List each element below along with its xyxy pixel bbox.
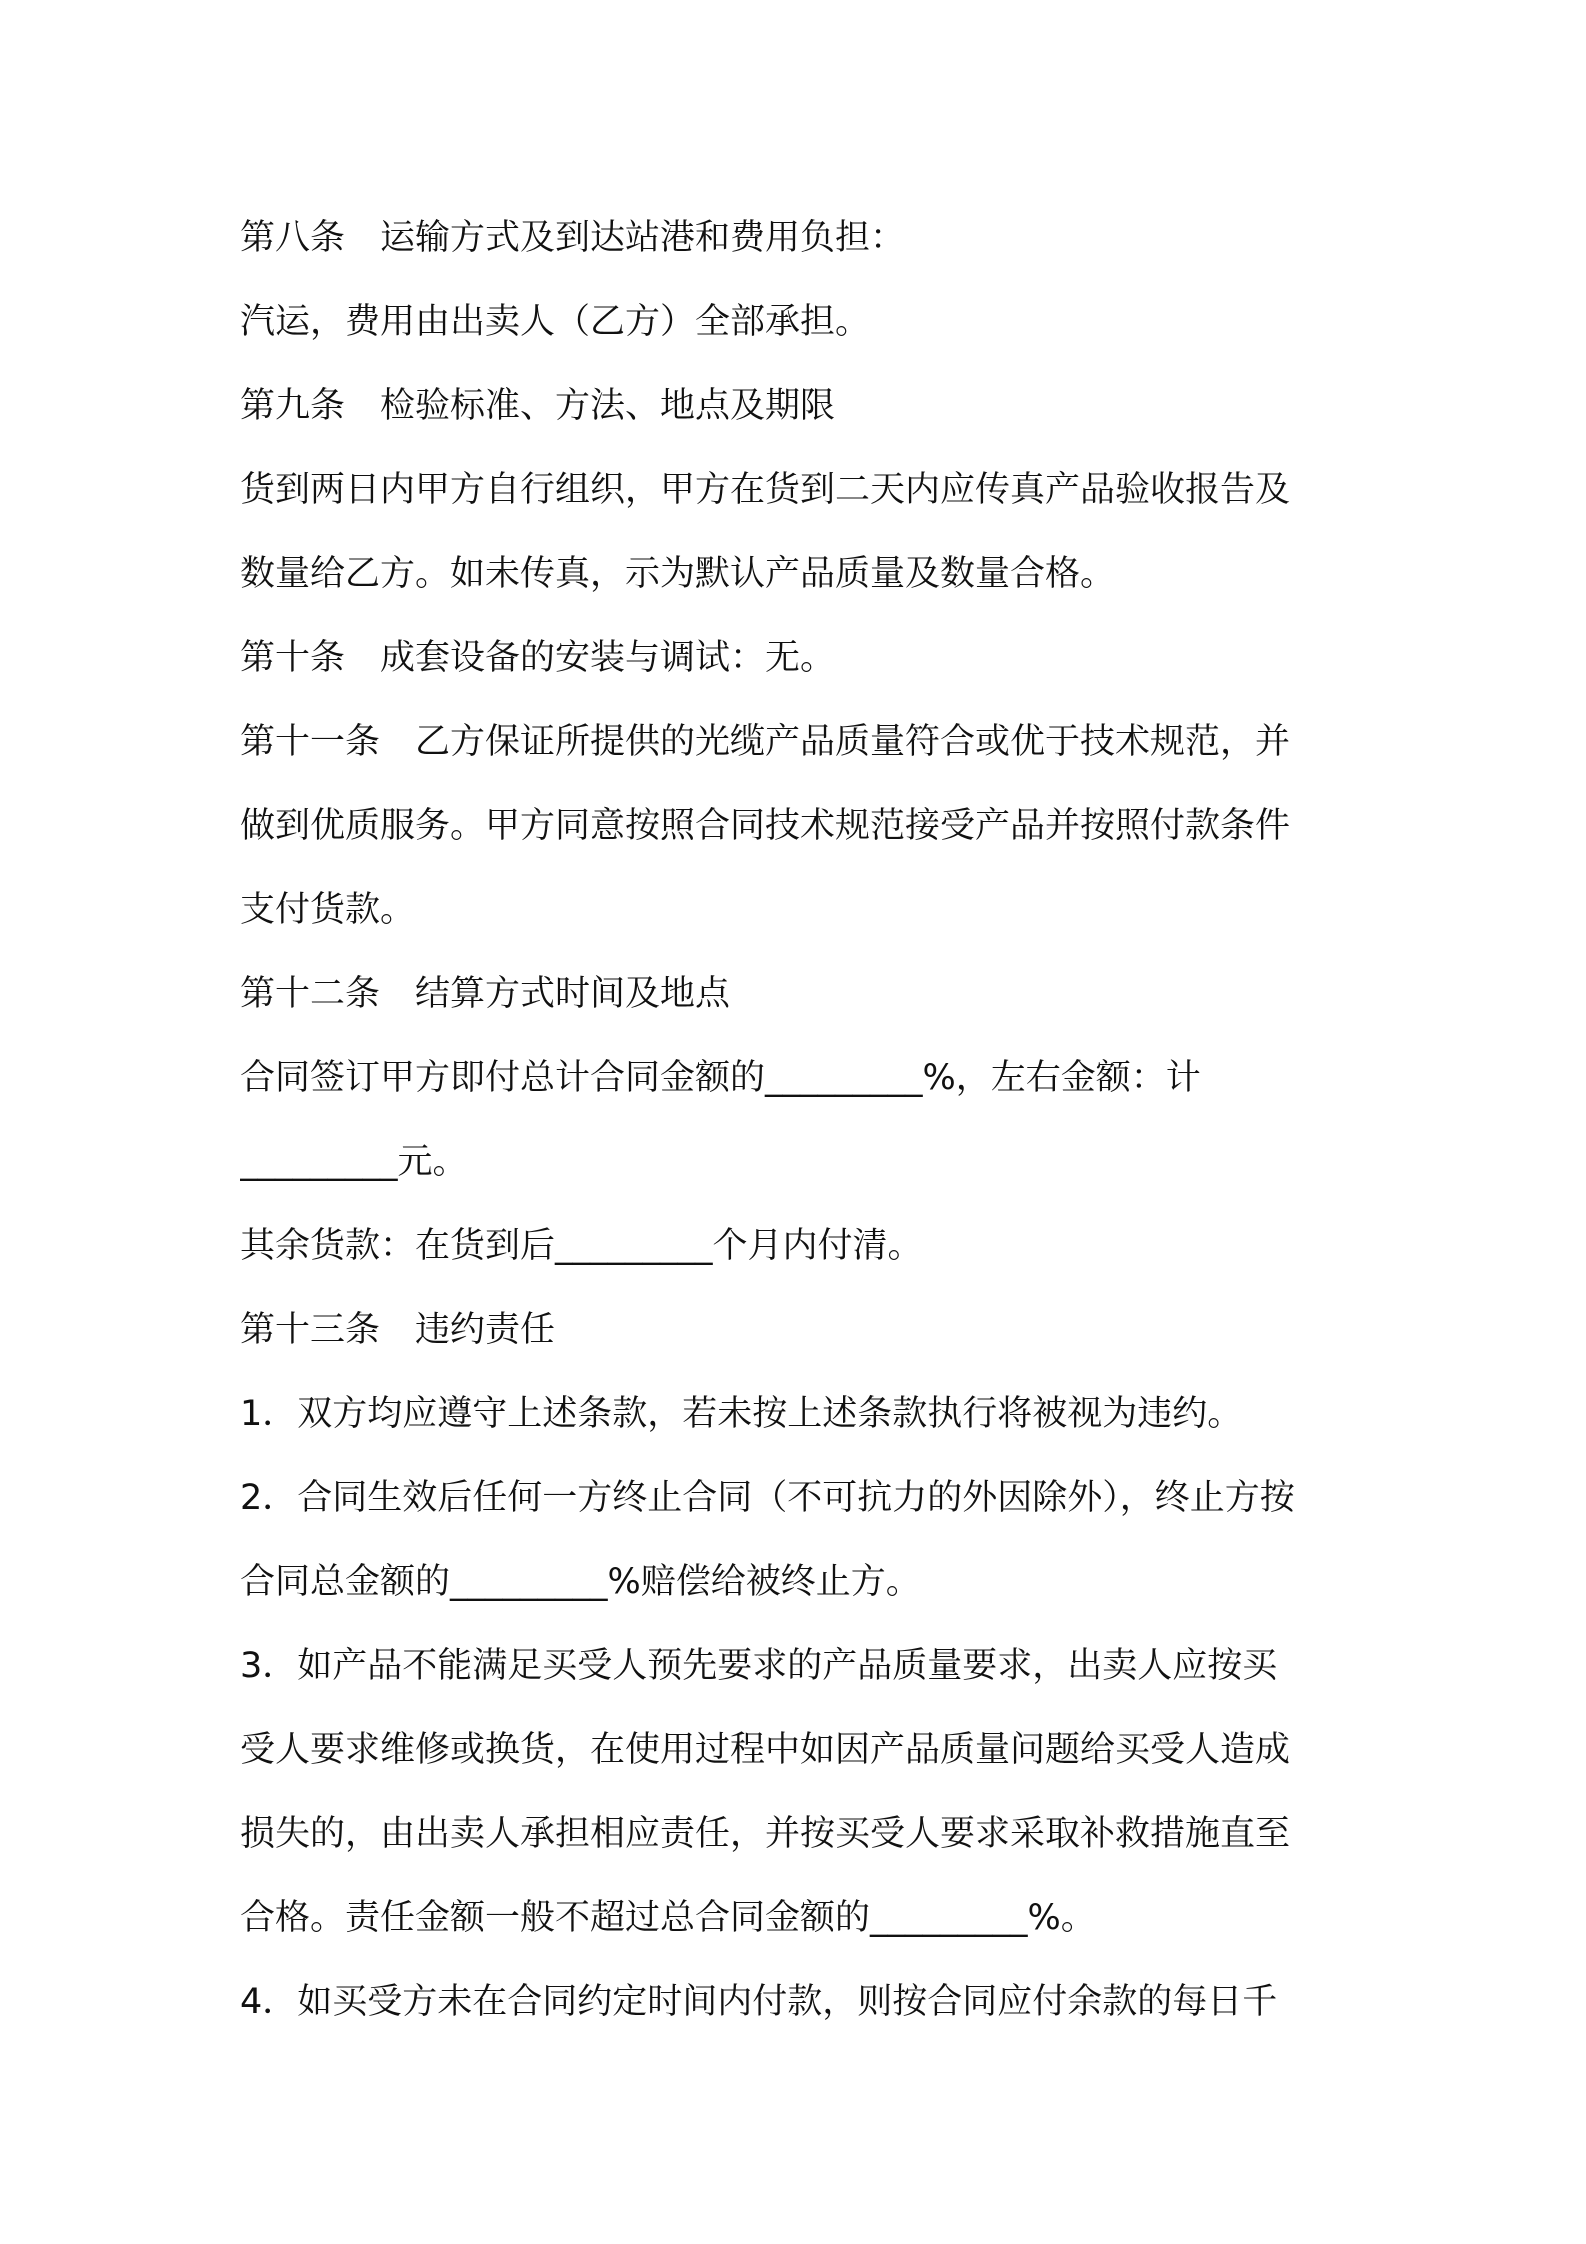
text-line-clause-4-1: 4．如买受方未在合同约定时间内付款，则按合同应付余款的每日千 <box>240 1982 1278 2022</box>
contract-text <box>240 196 1360 2044</box>
text-line-clause-2-1: 2．合同生效后任何一方终止合同（不可抗力的外因除外），终止方按 <box>240 1478 1295 1518</box>
text-line-article-12-body-2: _________元。 <box>240 1142 468 1182</box>
text-line-article-8-heading: 第八条 运输方式及到达站港和费用负担： <box>240 218 906 258</box>
text-line-article-13-heading: 第十三条 违约责任 <box>240 1310 556 1350</box>
text-line-article-9-body-1: 货到两日内甲方自行组织，甲方在货到二天内应传真产品验收报告及 <box>240 470 1291 510</box>
text-line-article-9-body-2: 数量给乙方。如未传真，示为默认产品质量及数量合格。 <box>240 554 1116 594</box>
text-line-article-12-heading: 第十二条 结算方式时间及地点 <box>240 974 731 1014</box>
text-line-clause-3-3: 损失的，由出卖人承担相应责任，并按买受人要求采取补救措施直至 <box>240 1814 1291 1854</box>
text-line-clause-3-4: 合格。责任金额一般不超过总合同金额的_________%。 <box>240 1898 1096 1938</box>
text-line-article-11-2: 做到优质服务。甲方同意按照合同技术规范接受产品并按照付款条件 <box>240 806 1291 846</box>
text-line-article-12-body-3: 其余货款：在货到后_________个月内付清。 <box>240 1226 923 1266</box>
text-line-clause-1: 1．双方均应遵守上述条款，若未按上述条款执行将被视为违约。 <box>240 1394 1243 1434</box>
text-line-clause-3-2: 受人要求维修或换货，在使用过程中如因产品质量问题给买受人造成 <box>240 1730 1291 1770</box>
text-line-clause-3-1: 3．如产品不能满足买受人预先要求的产品质量要求，出卖人应按买 <box>240 1646 1278 1686</box>
text-line-article-9-heading: 第九条 检验标准、方法、地点及期限 <box>240 386 836 426</box>
text-line-article-12-body-1: 合同签订甲方即付总计合同金额的_________%，左右金额：计 <box>240 1058 1201 1098</box>
text-line-article-11-3: 支付货款。 <box>240 890 416 930</box>
text-line-article-8-body: 汽运，费用由出卖人（乙方）全部承担。 <box>240 302 871 342</box>
text-line-clause-2-2: 合同总金额的_________%赔偿给被终止方。 <box>240 1562 921 1602</box>
text-line-article-11-1: 第十一条 乙方保证所提供的光缆产品质量符合或优于技术规范，并 <box>240 722 1291 762</box>
text-line-article-10: 第十条 成套设备的安装与调试：无。 <box>240 638 836 678</box>
